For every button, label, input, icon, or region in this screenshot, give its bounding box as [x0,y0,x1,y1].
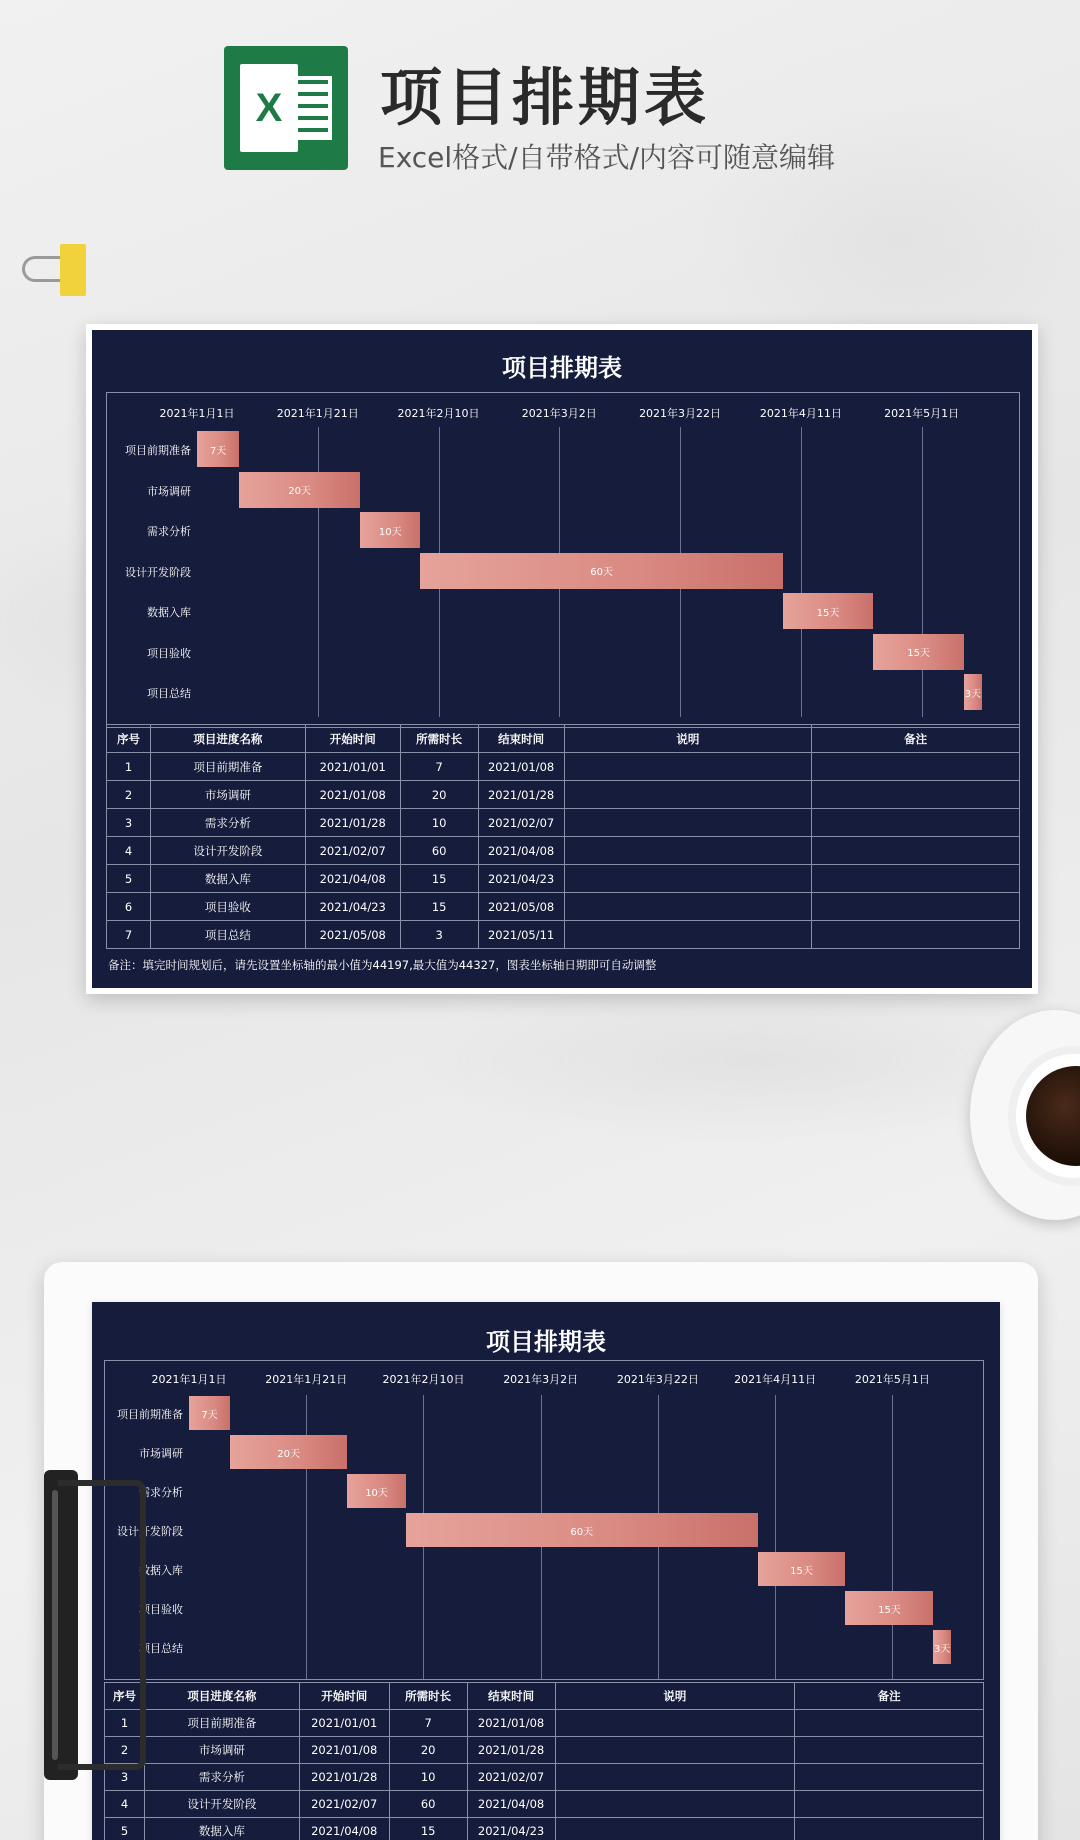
table-cell[interactable]: 10 [389,1764,467,1791]
task-axis-label: 市场调研 [139,1447,183,1460]
column-header: 序号 [105,1683,145,1710]
x-tick-label: 2021年1月1日 [151,1373,227,1386]
bar-data-label: 15天 [907,648,930,659]
bar-data-label: 10天 [365,1487,388,1499]
table-cell[interactable]: 4 [105,1791,145,1818]
table-row [105,1737,984,1764]
table-cell[interactable]: 2021/04/08 [467,1791,555,1818]
gantt-bar [933,1630,951,1664]
table-cell[interactable] [555,1764,795,1791]
table-cell[interactable] [795,1764,984,1791]
table-cell[interactable]: 3 [107,809,151,837]
x-tick-label: 2021年3月2日 [521,407,597,420]
task-axis-label: 设计开发阶段 [117,1525,183,1538]
table-cell[interactable] [564,837,812,865]
table-cell[interactable] [795,1818,984,1840]
gantt-bar [197,431,239,467]
table-cell[interactable]: 4 [107,837,151,865]
table-cell[interactable]: 市场调研 [144,1737,299,1764]
table-cell[interactable]: 2021/04/23 [305,893,400,921]
table-header-row [107,725,1020,753]
task-axis-label: 数据入库 [147,606,191,619]
x-tick-label: 2021年1月21日 [265,1373,348,1386]
gridline [892,1395,893,1679]
table-cell[interactable]: 2021/01/08 [478,753,564,781]
gantt-bar [347,1474,406,1508]
table-cell[interactable]: 7 [400,753,478,781]
x-tick-label: 2021年3月2日 [503,1373,579,1386]
table-cell[interactable]: 2021/01/08 [299,1737,389,1764]
table-row [107,837,1020,865]
gridline [318,427,319,717]
table-row [105,1818,984,1840]
gantt-bar [239,472,360,508]
column-header: 备注 [812,725,1020,753]
table-cell[interactable]: 需求分析 [144,1764,299,1791]
schedule-table [106,724,1020,949]
task-axis-label: 项目总结 [139,1642,183,1655]
task-axis-label: 项目验收 [139,1603,183,1616]
table-cell[interactable] [795,1710,984,1737]
table-cell[interactable] [564,921,812,949]
table-row [105,1791,984,1818]
table-cell[interactable]: 2021/02/07 [299,1791,389,1818]
x-tick-label: 2021年5月1日 [854,1373,930,1386]
bar-data-label: 15天 [878,1604,901,1616]
bar-data-label: 15天 [790,1565,813,1577]
table-cell[interactable] [564,809,812,837]
table-cell[interactable] [564,865,812,893]
table-cell[interactable]: 5 [107,865,151,893]
table-cell[interactable]: 15 [400,893,478,921]
sheet-preview-bottom [92,1302,1000,1840]
column-header: 备注 [795,1683,984,1710]
table-row [105,1710,984,1737]
table-cell[interactable] [555,1737,795,1764]
gantt-chart [104,1360,984,1680]
gridline [775,1395,776,1679]
table-cell[interactable]: 2021/01/28 [478,781,564,809]
table-cell[interactable]: 20 [400,781,478,809]
gantt-bar [964,674,982,710]
gantt-bar [420,553,782,589]
x-tick-label: 2021年3月22日 [639,407,722,420]
table-cell[interactable]: 设计开发阶段 [144,1791,299,1818]
footnote: 备注：填完时间规划后，请先设置坐标轴的最小值为44197,最大值为44327，图表坐标轴日期即可自动调整 [108,958,657,972]
table-cell[interactable] [812,809,1020,837]
table-cell[interactable]: 2021/01/28 [305,809,400,837]
table-header-row [105,1683,984,1710]
table-cell[interactable]: 2021/04/23 [467,1818,555,1840]
binder-clip-icon [22,244,86,298]
table-cell[interactable]: 2021/02/07 [305,837,400,865]
table-cell[interactable]: 1 [107,753,151,781]
table-row [107,893,1020,921]
page-subtitle: Excel格式/自带格式/内容可随意编辑 [378,141,836,174]
table-cell[interactable]: 2021/01/01 [305,753,400,781]
sheet-preview-top [86,324,1038,994]
table-cell[interactable] [812,921,1020,949]
table-cell[interactable] [555,1791,795,1818]
table-cell[interactable]: 2021/04/08 [305,865,400,893]
x-tick-label: 2021年1月1日 [159,407,235,420]
column-header: 所需时长 [389,1683,467,1710]
column-header: 序号 [107,725,151,753]
table-cell[interactable]: 2021/02/07 [467,1764,555,1791]
sheet-title: 项目排期表 [502,354,622,382]
bar-data-label: 20天 [288,486,312,497]
table-cell[interactable]: 3 [400,921,478,949]
coffee-cup-icon [970,1010,1080,1220]
table-row [107,753,1020,781]
x-tick-label: 2021年1月21日 [276,407,359,420]
table-cell[interactable]: 2021/01/08 [467,1710,555,1737]
table-cell[interactable]: 60 [400,837,478,865]
table-cell[interactable] [795,1791,984,1818]
table-row [107,809,1020,837]
table-cell[interactable] [812,837,1020,865]
table-cell[interactable]: 2021/04/08 [478,837,564,865]
table-cell[interactable]: 项目总结 [150,921,305,949]
task-axis-label: 项目验收 [147,646,191,660]
table-cell[interactable] [812,893,1020,921]
table-cell[interactable]: 2021/04/08 [299,1818,389,1840]
clipboard-clip-icon [44,1470,152,1780]
sheet-title: 项目排期表 [486,1328,606,1356]
task-axis-label: 市场调研 [147,484,191,498]
table-cell[interactable]: 2021/01/01 [299,1710,389,1737]
column-header: 说明 [555,1683,795,1710]
table-cell[interactable] [564,753,812,781]
table-row [107,921,1020,949]
gantt-bar [845,1591,933,1625]
column-header: 所需时长 [400,725,478,753]
schedule-panel [92,1302,1000,1840]
x-tick-label: 2021年2月10日 [397,407,480,420]
x-tick-label: 2021年2月10日 [382,1373,465,1386]
x-tick-label: 2021年5月1日 [884,407,960,420]
bar-data-label: 7天 [209,445,227,457]
table-cell[interactable] [564,781,812,809]
gantt-bar [360,512,420,548]
task-axis-label: 需求分析 [147,525,191,538]
column-header: 结束时间 [467,1683,555,1710]
table-cell[interactable] [812,753,1020,781]
column-header: 开始时间 [299,1683,389,1710]
table-cell[interactable]: 2021/02/07 [478,809,564,837]
table-cell[interactable]: 数据入库 [144,1818,299,1840]
table-cell[interactable]: 6 [107,893,151,921]
column-header: 项目进度名称 [150,725,305,753]
table-cell[interactable]: 15 [400,865,478,893]
table-cell[interactable]: 市场调研 [150,781,305,809]
table-cell[interactable]: 项目前期准备 [144,1710,299,1737]
task-axis-label: 数据入库 [139,1564,183,1577]
table-cell[interactable]: 15 [389,1818,467,1840]
page-title: 项目排期表 [380,61,711,134]
task-axis-label: 项目前期准备 [125,444,191,457]
gantt-bar [406,1513,758,1547]
table-cell[interactable]: 项目验收 [150,893,305,921]
bar-data-label: 3天 [964,688,982,700]
table-cell[interactable]: 项目前期准备 [150,753,305,781]
gridline [922,427,923,717]
gantt-bar [873,634,964,670]
bar-data-label: 7天 [201,1409,218,1421]
bar-data-label: 60天 [570,1526,594,1538]
table-cell[interactable]: 10 [400,809,478,837]
table-row [107,781,1020,809]
gantt-bar [189,1396,230,1430]
x-tick-label: 2021年4月11日 [734,1373,817,1386]
table-cell[interactable]: 2021/01/08 [305,781,400,809]
table-cell[interactable] [812,865,1020,893]
table-cell[interactable]: 60 [389,1791,467,1818]
x-tick-label: 2021年4月11日 [759,407,842,420]
table-row [107,865,1020,893]
column-header: 项目进度名称 [144,1683,299,1710]
table-cell[interactable]: 2021/01/28 [299,1764,389,1791]
column-header: 说明 [564,725,812,753]
table-cell[interactable]: 2021/04/23 [478,865,564,893]
table-cell[interactable]: 2021/01/28 [467,1737,555,1764]
table-cell[interactable]: 需求分析 [150,809,305,837]
table-cell[interactable]: 2021/05/08 [305,921,400,949]
table-cell[interactable]: 3 [105,1764,145,1791]
table-cell[interactable] [564,893,812,921]
bar-data-label: 15天 [816,607,840,619]
table-cell[interactable]: 数据入库 [150,865,305,893]
gantt-bar [758,1552,846,1586]
table-cell[interactable]: 20 [389,1737,467,1764]
task-axis-label: 项目前期准备 [117,1408,183,1421]
table-row [105,1764,984,1791]
table-cell[interactable]: 2 [107,781,151,809]
table-cell[interactable]: 1 [105,1710,145,1737]
task-axis-label: 需求分析 [139,1486,183,1499]
table-cell[interactable]: 7 [107,921,151,949]
excel-letter: X [240,64,298,152]
gantt-bar [783,593,874,629]
excel-grid-icon [294,76,332,140]
table-cell[interactable]: 2 [105,1737,145,1764]
table-cell[interactable]: 2021/05/11 [478,921,564,949]
x-tick-label: 2021年3月22日 [616,1373,699,1386]
table-cell[interactable]: 2021/05/08 [478,893,564,921]
gantt-bar [230,1435,347,1469]
table-cell[interactable]: 5 [105,1818,145,1840]
gridline [801,427,802,717]
bar-data-label: 20天 [277,1448,300,1460]
table-cell[interactable]: 7 [389,1710,467,1737]
task-axis-label: 设计开发阶段 [125,565,191,579]
gantt-chart [106,392,1020,728]
column-header: 开始时间 [305,725,400,753]
task-axis-label: 项目总结 [147,687,191,700]
excel-logo-icon [224,46,348,170]
schedule-panel [92,330,1032,988]
bar-data-label: 60天 [590,567,613,578]
table-cell[interactable] [555,1818,795,1840]
table-cell[interactable] [812,781,1020,809]
bar-data-label: 10天 [378,526,402,538]
table-cell[interactable] [555,1710,795,1737]
schedule-table [104,1682,984,1840]
table-cell[interactable] [795,1737,984,1764]
bar-data-label: 3天 [934,1643,951,1655]
column-header: 结束时间 [478,725,564,753]
table-cell[interactable]: 设计开发阶段 [150,837,305,865]
